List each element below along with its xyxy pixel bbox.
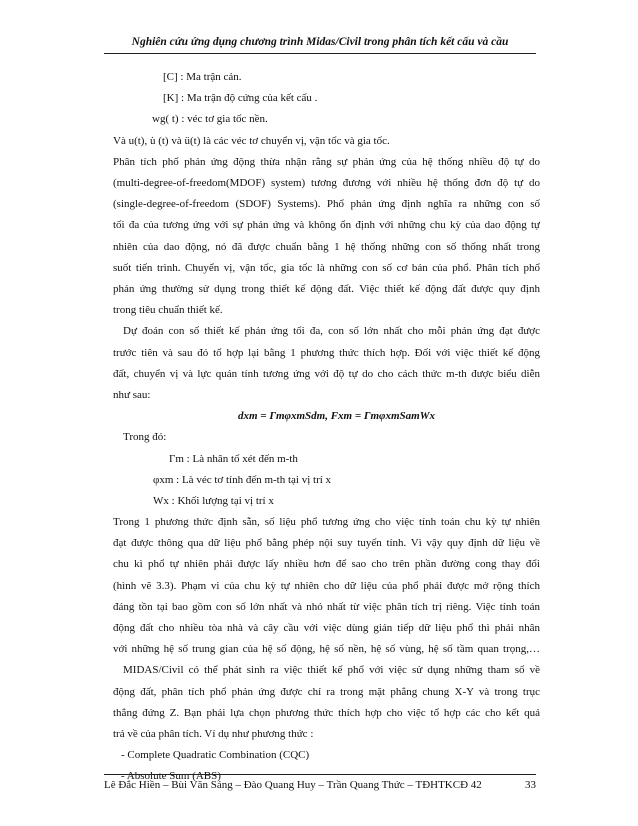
text-line: (hình vẽ 3.3). Phạm vi của chu kỳ tự nhiên cho dữ liệu của phổ phải được mở rộng thích: [113, 579, 540, 592]
text-line: động đất, phân tích phổ phản ứng được chỉ ra trong mặt phẳng chung X-Y và trong trục: [113, 685, 540, 698]
text-line: động đất cho nhiều tòa nhà và cây cầu với việc dùng gián tiếp dữ liệu phổ thì phải nhân: [113, 622, 540, 635]
text-line: Trong đó:: [123, 431, 167, 444]
text-line: MIDAS/Civil có thể phát sinh ra việc thiết kế phổ với việc sử dụng những tham số về: [123, 664, 540, 677]
text-line: [C] : Ma trận cản.: [163, 71, 242, 83]
header-rule: [104, 53, 536, 54]
text-line: nhiên của dao động, nó đã được chuẩn bằng 1 hệ thống những con số thống nhất trong: [113, 240, 540, 253]
text-line: như sau:: [113, 388, 151, 401]
text-line: Dự đoán con số thiết kế phản ứng tối đa, con số lớn nhất cho mỗi phản ứng đạt được: [123, 325, 540, 338]
text-line: [K] : Ma trận độ cứng của kết cấu .: [163, 92, 318, 105]
text-line: phản ứng thường sử dụng trong thiết kế động đất. Việc thiết kế động đất được quy định: [113, 282, 540, 295]
list-item: - Absolute Sum (ABS): [121, 770, 221, 783]
text-line: trả về của phân tích. Ví dụ như phương thức :: [113, 727, 314, 740]
text-line: trước tiên và sau đó tổ hợp lại bằng 1 phương thức thích hợp. Đối với việc thiết kế động: [113, 346, 540, 359]
equation: dxm = ΓmφxmSdm, Fxm = ΓmφxmSamWx: [238, 410, 435, 423]
text-line: với những hệ số trung gian của hệ số động, hệ số nền, hệ số vùng, hệ số tầm quan trọng,…: [113, 643, 540, 656]
footer-authors: Lê Đắc Hiền – Bùi Văn Sáng – Đào Quang Huy – Trần Quang Thức – TĐHTKCĐ 42: [104, 779, 482, 791]
text-line: đạt được thông qua dữ liệu phổ bằng phép nội suy tuyến tính. Vì vậy quy định dữ liệu về: [113, 537, 540, 550]
text-line: (multi-degree-of-freedom(MDOF) system) tương đương với nhiều hệ thống đơn độ tự do: [113, 177, 540, 189]
text-line: (single-degree-of-freedom (SDOF) Systems). Phổ phản ứng định nghĩa ra những con số: [113, 198, 540, 211]
list-item: - Complete Quadratic Combination (CQC): [121, 749, 310, 762]
page-number: 33: [525, 779, 536, 791]
text-line: đáng tồn tại bao gồm con số lớn nhất và nhỏ nhất từ việc phân tích trị riêng. Việc tính toán: [113, 600, 540, 613]
text-line: Γm : Là nhân tố xét đến m-th: [169, 452, 298, 465]
text-line: suốt tiến trình. Chuyển vị, vận tốc, gia tốc là những con số cơ bản của phổ. Phân tích phổ: [113, 261, 540, 274]
text-line: wg( t) : véc tơ gia tốc nền.: [152, 113, 268, 126]
text-line: Wx : Khối lượng tại vị trí x: [153, 494, 274, 507]
text-line: trong tiêu chuẩn thiết kế.: [113, 304, 223, 317]
text-line: tối đa của tương ứng với sự phản ứng và không ổn định với những chu kỳ của dao động tự: [113, 219, 540, 232]
text-line: Và u(t), u̇ (t) và ü(t) là các véc tơ chuyển vị, vận tốc và gia tốc.: [113, 134, 390, 147]
text-line: φxm : Là véc tơ tính đến m-th tại vị trí x: [153, 473, 332, 486]
page-header: Nghiên cứu ứng dụng chương trình Midas/Civil trong phân tích kết cấu và cầu: [131, 36, 509, 48]
text-line: Phân tích phổ phản ứng động thừa nhận rằng sự phản ứng của hệ thống nhiều độ tự do: [113, 155, 540, 168]
text-line: chu kì phổ tự nhiên phải được lấy nhiều hơn để sao cho trên phần đường cong thay đổi: [113, 558, 540, 571]
page-body: [113, 67, 540, 788]
page-footer: [104, 779, 536, 791]
text-line: Trong 1 phương thức định sẵn, số liệu phổ tương ứng cho việc tính toán chu kỳ tự nhiên: [113, 516, 540, 529]
text-line: đất, chuyển vị và lực quán tính tương ứng với độ tự do cho cách thức m-th được biểu diễn: [113, 367, 540, 380]
text-line: thẳng đứng Z. Bạn phải lựa chọn phương thức thích hợp cho việc tổ hợp các cho kết quả: [113, 706, 540, 719]
footer-rule: [104, 774, 536, 775]
